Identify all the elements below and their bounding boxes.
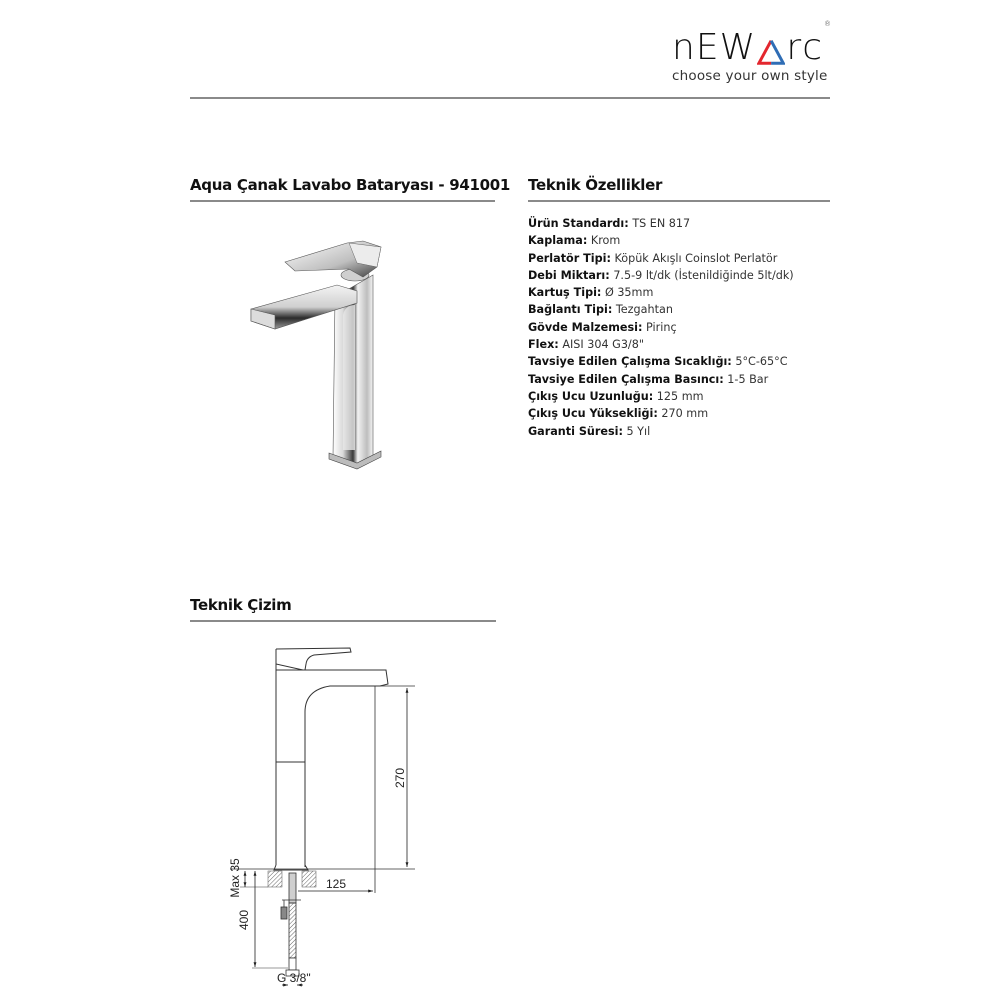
spec-value: Tezgahtan	[615, 303, 673, 317]
spec-value: Köpük Akışlı Coinslot Perlatör	[614, 251, 778, 265]
spec-row	[528, 301, 848, 318]
counter-hatch-left	[268, 871, 282, 887]
spec-value: 5°C-65°C	[735, 355, 788, 369]
spec-label: Tavsiye Edilen Çalışma Sıcaklığı:	[528, 355, 732, 369]
spec-value: TS EN 817	[632, 217, 691, 230]
spec-label: Gövde Malzemesi:	[528, 320, 643, 334]
logo-letter-n: n	[672, 27, 696, 68]
reach-dimension-label: 125	[325, 877, 347, 891]
faucet-outline	[274, 648, 388, 870]
spec-row	[528, 388, 848, 405]
spec-label: Kaplama:	[528, 234, 588, 248]
spec-label: Ürün Standardı:	[528, 217, 629, 230]
specs-title: Teknik Özellikler	[528, 176, 663, 194]
logo-tagline: choose your own style	[672, 68, 828, 84]
logo-letter-w: W	[719, 27, 757, 68]
specs-title-divider	[528, 200, 830, 202]
height-dimension-label: 270	[393, 767, 407, 789]
counter-hatch-right	[302, 871, 316, 887]
spec-row	[528, 336, 848, 353]
spec-row	[528, 232, 848, 249]
brand-logo	[672, 20, 832, 84]
product-title-divider	[190, 200, 495, 202]
drawing-title-divider	[190, 620, 496, 622]
spec-label: Kartuş Tipi:	[528, 286, 602, 300]
spec-label: Tavsiye Edilen Çalışma Basıncı:	[528, 372, 724, 386]
flex-dimension-label: 400	[237, 909, 251, 931]
spec-list	[528, 215, 848, 440]
counter-dimension-label: Max 35	[228, 858, 242, 898]
logo-triangle-icon	[757, 38, 785, 66]
spec-row	[528, 250, 848, 267]
spec-label: Çıkış Ucu Yüksekliği:	[528, 407, 658, 421]
spec-value: Ø 35mm	[604, 286, 654, 300]
logo-wordmark	[672, 20, 832, 68]
spec-value: 5 Yıl	[626, 424, 651, 438]
product-photo	[245, 225, 415, 470]
spec-label: Garanti Süresi:	[528, 424, 623, 438]
spec-label: Debi Miktarı:	[528, 268, 610, 282]
registered-mark: ®	[824, 20, 832, 28]
spec-row	[528, 423, 848, 440]
spec-value: 1-5 Bar	[727, 372, 769, 386]
drawing-title: Teknik Çizim	[190, 596, 292, 614]
spec-row	[528, 353, 848, 370]
spec-value: Pirinç	[646, 320, 677, 334]
product-title: Aqua Çanak Lavabo Bataryası - 941001	[190, 176, 511, 194]
logo-letter-r: r	[786, 27, 803, 68]
thread-dimension-label: G 3/8"	[277, 971, 311, 985]
spec-row	[528, 405, 848, 422]
spec-value: 270 mm	[661, 407, 709, 421]
spec-row	[528, 319, 848, 336]
spec-value: 7.5-9 lt/dk (İstenildiğinde 5lt/dk)	[613, 268, 794, 282]
flex-hose	[281, 873, 301, 976]
spec-row	[528, 215, 848, 232]
spec-label: Bağlantı Tipi:	[528, 303, 613, 317]
logo-letter-e: E	[695, 27, 720, 68]
spec-row	[528, 371, 848, 388]
technical-drawing	[225, 640, 445, 990]
spec-label: Flex:	[528, 338, 559, 352]
logo-letter-c: c	[802, 27, 823, 68]
spec-label: Perlatör Tipi:	[528, 251, 611, 265]
header-divider	[190, 97, 830, 99]
spec-value: 125 mm	[656, 389, 704, 403]
spec-value: AISI 304 G3/8"	[562, 338, 644, 352]
spec-row	[528, 284, 848, 301]
spec-row	[528, 267, 848, 284]
spec-value: Krom	[590, 234, 621, 248]
spec-label: Çıkış Ucu Uzunluğu:	[528, 389, 654, 403]
